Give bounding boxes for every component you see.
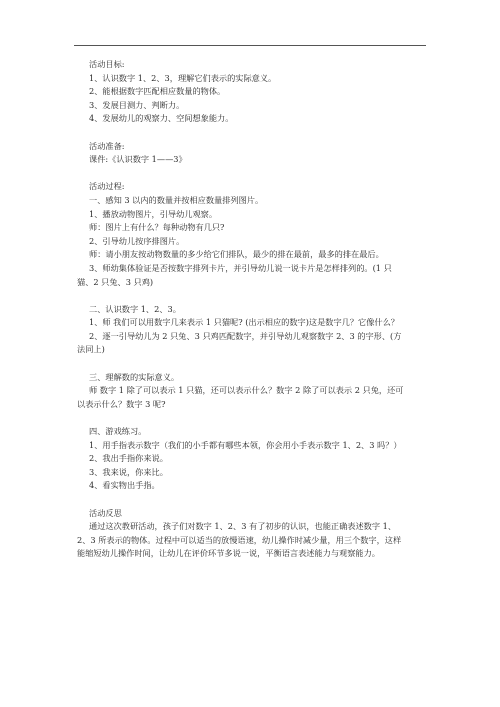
goal-item: 4、发展幼儿的观察力、空间想象能力。 [89, 113, 234, 124]
prep-heading: 活动准备: [89, 140, 125, 151]
part1-heading: 一、感知 3 以内的数量并按相应数量排列图片。 [89, 194, 264, 205]
part1-line: 2、引导幼儿按序排图片。 [89, 235, 185, 246]
reflection-heading: 活动反思 [89, 507, 122, 518]
goal-item: 1、认识数字 1、2、3，理解它们表示的实际意义。 [89, 72, 277, 83]
part3-heading: 三、理解数的实际意义。 [89, 371, 180, 382]
process-heading: 活动过程: [89, 181, 125, 192]
goal-item: 2、能根据数字匹配相应数量的物体。 [89, 86, 226, 97]
part4-paragraph: 1、用手指表示数字（我们的小手都有哪些本领，你会用小手表示数字 1、2、3 吗？） [89, 439, 402, 450]
part4-line: 2、我出手指你来说。 [89, 453, 168, 464]
part4-line: 4、看实物出手指。 [89, 480, 160, 491]
prep-text: 课件:《认识数字 1——3》 [89, 154, 187, 165]
part3-paragraph: 师 数字 1 除了可以表示 1 只猫，还可以表示什么？数字 2 除了可以表示 2 只兔，还可以表示什么？数字 3 呢? [77, 385, 404, 409]
part2-paragraph: 2、逐一引导幼儿为 2 只兔、3 只鸡匹配数字，并引导幼儿观察数字 2、3 的字形、(方法同上) [77, 330, 402, 355]
part1-line: 师：图片上有什么？每种动物有几只? [89, 222, 225, 233]
part1-paragraph: 3、师幼集体验证是否按数字排列卡片，并引导幼儿说一说卡片是怎样排列的。(1 只猫、2 只兔、3 只鸡) [77, 262, 392, 287]
part2-paragraph: 1、师 我们可以用数字几来表示 1 只猫呢? (出示相应的数字)这是数字几？它像什么？ [89, 317, 399, 328]
part1-line: 1、播放动物图片，引导幼儿观察。 [89, 208, 218, 219]
document-body [77, 58, 407, 561]
header-rule [74, 45, 426, 46]
part1-line: 师：请小朋友按动物数量的多少给它们排队，最少的排在最前，最多的排在最后。 [89, 249, 384, 260]
goal-item: 3、发展目测力、判断力。 [89, 99, 185, 110]
part2-heading: 二、认识数字 1、2、3。 [89, 303, 181, 314]
reflection-paragraph: 通过这次教研活动，孩子们对数字 1、2、3 有了初步的认识，也能正确表述数字 1、2、3 所表示的物体。过程中可以适当的放慢语速，幼儿操作时减少量，用三个数字，这样能缩短幼儿操作时间，让幼儿在评价环节多说一说，平衡语言表述能力与观察能力。 [77, 521, 402, 559]
part4-line: 3、我来说，你来比。 [89, 466, 168, 477]
part4-heading: 四、游戏练习。 [89, 426, 147, 437]
goals-heading: 活动目标: [89, 59, 125, 69]
